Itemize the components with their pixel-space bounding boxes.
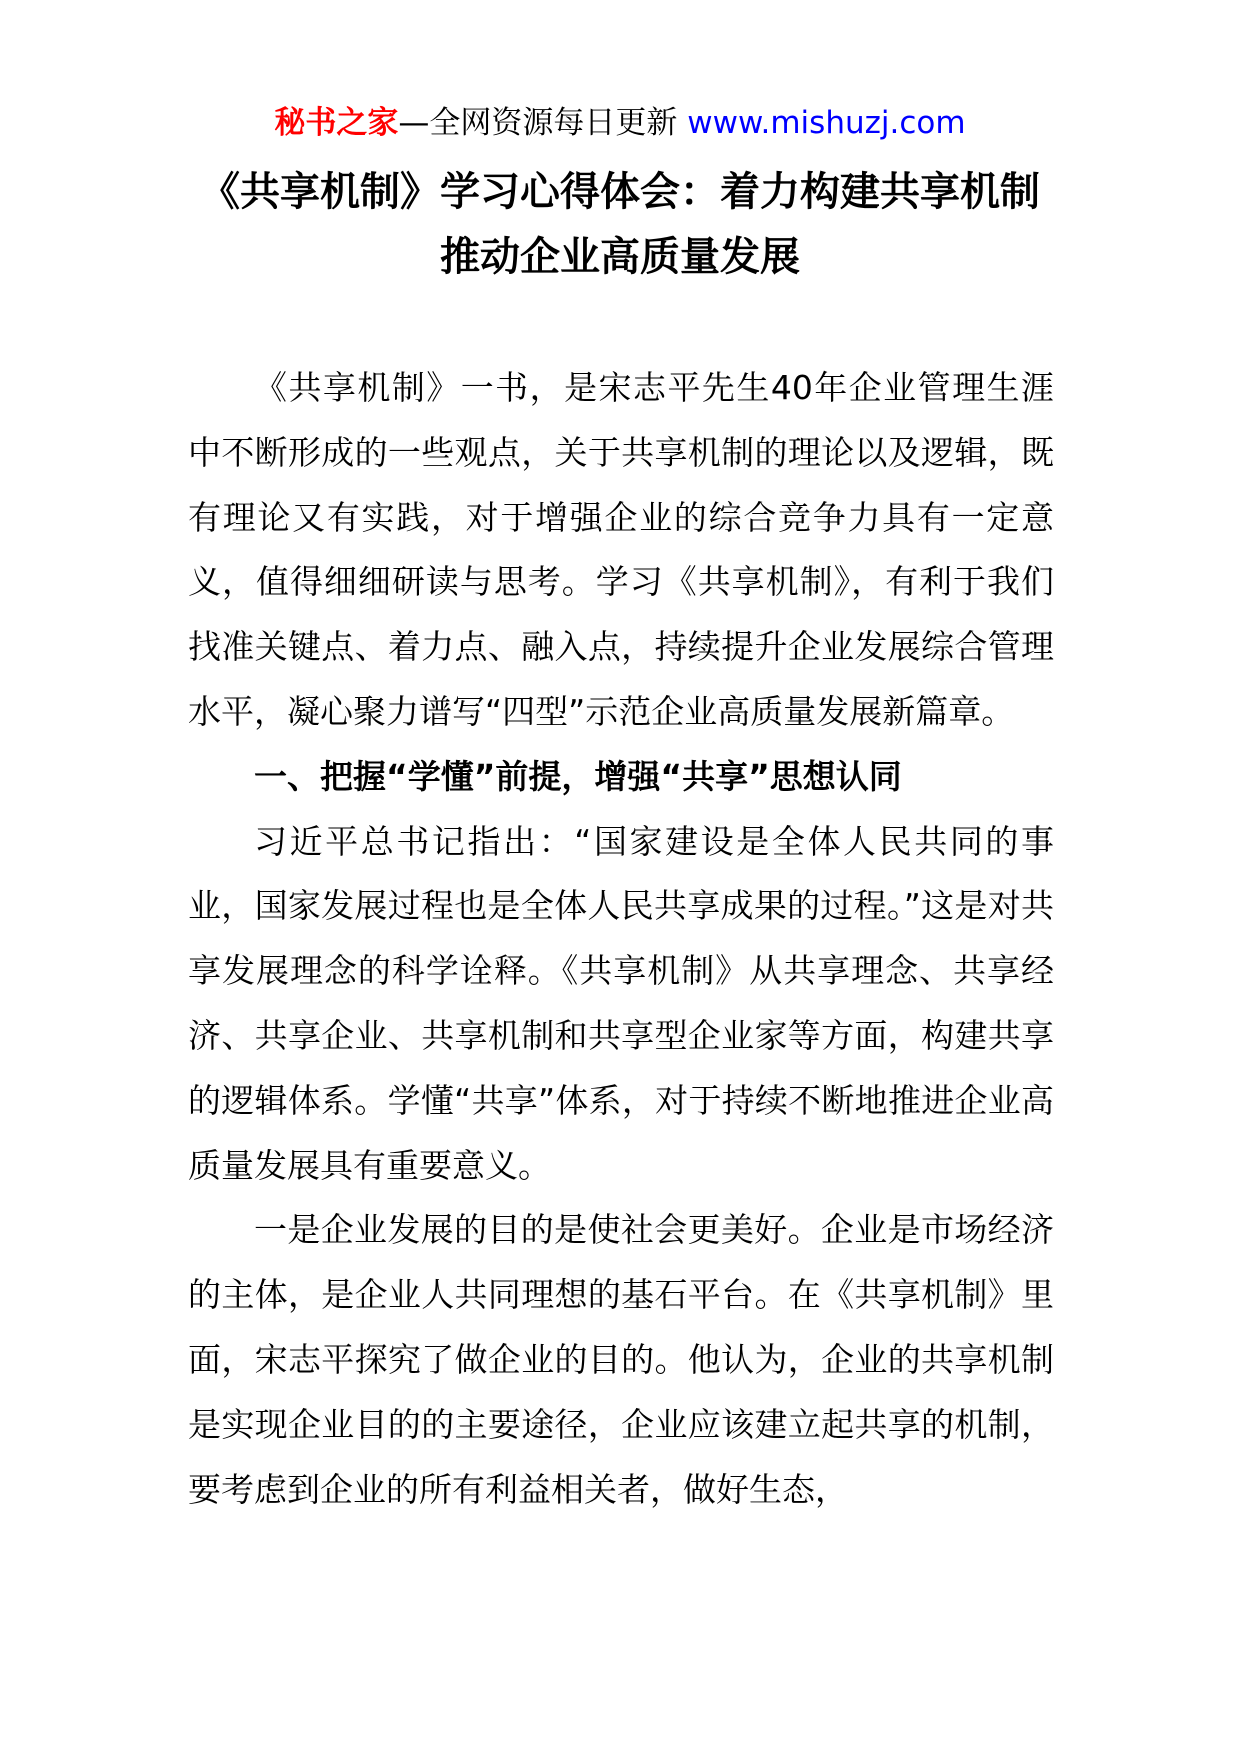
site-url-link[interactable]: www.mishuzj.com — [687, 105, 966, 141]
site-tagline: —全网资源每日更新 — [398, 105, 678, 141]
body-paragraph: 习近平总书记指出：“国家建设是全体人民共同的事业，国家发展过程也是全体人民共享成果的过程。”这是对共享发展理念的科学诠释。《共享机制》从共享理念、共享经济、共享企业、共享机制和共享型企业家等方面，构建共享的逻辑体系。学懂“共享”体系，对于持续不断地推进企业高质量发展具有重要意义。 — [188, 821, 1054, 1185]
document-title: 《共享机制》学习心得体会：着力构建共享机制推动企业高质量发展 — [200, 169, 1040, 280]
site-header — [0, 100, 1240, 146]
document-body — [188, 356, 1054, 1522]
body-paragraph: 一是企业发展的目的是使社会更美好。企业是市场经济的主体，是企业人共同理想的基石平台。在《共享机制》里面，宋志平探究了做企业的目的。他认为，企业的共享机制是实现企业目的的主要途径，企业应该建立起共享的机制，要考虑到企业的所有利益相关者，做好生态， — [188, 1210, 1054, 1509]
section-heading: 一、把握“学懂”前提，增强“共享”思想认同 — [254, 756, 902, 796]
intro-paragraph: 《共享机制》一书，是宋志平先生40年企业管理生涯中不断形成的一些观点，关于共享机制的理论以及逻辑，既有理论又有实践，对于增强企业的综合竞争力具有一定意义，值得细细研读与思考。学习《共享机制》，有利于我们找准关键点、着力点、融入点，持续提升企业发展综合管理水平，凝心聚力谱写“四型”示范企业高质量发展新篇章。 — [188, 368, 1054, 731]
brand-name: 秘书之家 — [274, 105, 399, 141]
